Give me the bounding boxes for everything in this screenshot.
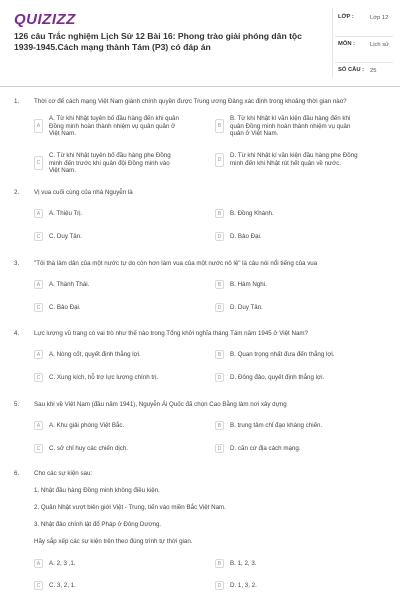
option-b[interactable]: [215, 115, 360, 138]
option-text: B. Quan trọng nhất đưa đến thắng lợi.: [230, 350, 335, 358]
option-c[interactable]: [34, 581, 179, 590]
option-letter: C: [34, 232, 43, 241]
option-letter: D: [215, 232, 224, 241]
question-text: Lực lượng vũ trang có vai trò như thế nào trong Tổng khởi nghĩa tháng Tám năm 1945 ở Việt Nam?: [34, 330, 308, 337]
option-letter: B: [215, 119, 224, 133]
subject-value: Lịch sử: [370, 42, 390, 48]
option-c[interactable]: [34, 232, 179, 241]
option-text: A. Thiệu Trị.: [49, 209, 83, 217]
option-d[interactable]: [215, 152, 360, 167]
option-text: C. Bảo Đại.: [49, 303, 81, 311]
option-a[interactable]: [34, 280, 179, 289]
option-letter: C: [34, 303, 43, 312]
option-letter: C: [34, 444, 43, 453]
question-text: Vị vua cuối cùng của nhà Nguyễn là: [34, 189, 133, 196]
option-letter: D: [215, 581, 224, 590]
option-d[interactable]: [215, 581, 360, 590]
class-value: Lớp 12: [370, 15, 389, 21]
subject-label: MÔN :: [338, 41, 356, 47]
option-text: D. Từ khi Nhật kí văn kiện đầu hàng phe Đồng minh đến khi Nhật rút hết quân về nước.: [230, 152, 358, 167]
event-line: 2. Quân Nhật vượt biên giới Việt - Trung, tiến vào miền Bắc Việt Nam.: [34, 504, 226, 511]
question-number: 5.: [14, 401, 20, 408]
question-text: Sau khi về Việt Nam (đầu năm 1941), Nguyễn Ái Quốc đã chọn Cao Bằng làm nơi xây dựng: [34, 401, 287, 408]
question-number: 6.: [14, 470, 20, 477]
option-text: A. 2, 3 ,1.: [49, 559, 76, 567]
option-text: B. Hàm Nghi.: [230, 280, 267, 288]
option-letter: A: [34, 119, 43, 133]
option-d[interactable]: [215, 232, 360, 241]
option-letter: B: [215, 209, 224, 218]
option-a[interactable]: [34, 209, 179, 218]
option-text: C. sở chỉ huy các chiến dịch.: [49, 444, 129, 452]
option-text: A. Nòng cốt, quyết định thắng lợi.: [49, 350, 141, 358]
document-title: 126 câu Trắc nghiệm Lịch Sử 12 Bài 16: Phong trào giải phóng dân tộc 1939-1945.Cách mạng thành Tám (P3) có đáp án: [14, 31, 302, 52]
option-c[interactable]: [34, 444, 179, 453]
option-letter: D: [215, 444, 224, 453]
option-a[interactable]: [34, 421, 179, 430]
option-letter: A: [34, 350, 43, 359]
meta-divider: [332, 8, 333, 78]
option-text: B. 1, 2, 3.: [230, 559, 257, 567]
option-letter: B: [215, 421, 224, 430]
meta-separator: [335, 62, 393, 63]
option-text: A. Khu giải phóng Việt Bắc.: [49, 421, 125, 429]
option-a[interactable]: [34, 115, 179, 138]
question-text: "Tôi thà làm dân của một nước tự do còn hơn làm vua của một nước nô lệ" là câu nói nổi tiếng của vua: [34, 260, 318, 267]
option-text: B. trung tâm chỉ đạo kháng chiến.: [230, 421, 323, 429]
option-text: B. Đồng Khánh.: [230, 209, 274, 217]
option-c[interactable]: [34, 152, 179, 175]
event-line: 3. Nhật đảo chính lật đổ Pháp ở Đông Dương.: [34, 521, 162, 528]
option-b[interactable]: [215, 559, 360, 568]
option-text: C. Từ khi Nhật tuyên bố đầu hàng phe Đồng minh đến trước khi quân đội Đồng minh vào Việt Nam.: [49, 152, 171, 175]
option-letter: D: [215, 153, 224, 167]
option-letter: C: [34, 156, 43, 170]
class-label: LỚP :: [338, 14, 354, 20]
option-letter: A: [34, 280, 43, 289]
option-c[interactable]: [34, 303, 179, 312]
question-number: 3.: [14, 260, 20, 267]
option-d[interactable]: [215, 444, 360, 453]
meta-separator: [335, 36, 393, 37]
question-text: Cho các sự kiện sau:: [34, 470, 93, 477]
instruction-line: Hãy sắp xếp các sự kiện trên theo đúng trình tự thời gian.: [34, 538, 193, 545]
option-letter: B: [215, 350, 224, 359]
header-divider: [0, 86, 400, 87]
option-text: A. Thành Thái.: [49, 280, 90, 288]
event-line: 1. Nhật đầu hàng Đồng minh không điều kiện.: [34, 487, 160, 494]
question-number: 1.: [14, 98, 20, 105]
option-text: D. Duy Tân.: [230, 303, 263, 311]
option-d[interactable]: [215, 303, 360, 312]
option-text: B. Từ khi Nhật kí văn kiện đầu hàng đến khi quân Đồng minh hoàn thành nhiệm vụ quân quản ở Việt Nam.: [230, 115, 351, 138]
option-letter: D: [215, 373, 224, 382]
option-b[interactable]: [215, 280, 360, 289]
worksheet-header: [0, 0, 400, 86]
question-text: Thời cơ để cách mạng Việt Nam giành chính quyền được Trung ương Đảng xác định trong khoảng thời gian nào?: [34, 98, 347, 105]
option-c[interactable]: [34, 373, 179, 382]
question-number: 2.: [14, 189, 20, 196]
option-a[interactable]: [34, 559, 179, 568]
option-text: D. Bảo Đại.: [230, 232, 262, 240]
option-letter: A: [34, 421, 43, 430]
option-b[interactable]: [215, 421, 360, 430]
option-letter: B: [215, 559, 224, 568]
option-text: C. Duy Tân.: [49, 232, 82, 240]
question-number: 4.: [14, 330, 20, 337]
option-b[interactable]: [215, 209, 360, 218]
option-letter: A: [34, 209, 43, 218]
option-b[interactable]: [215, 350, 360, 359]
option-letter: C: [34, 581, 43, 590]
option-letter: D: [215, 303, 224, 312]
option-text: C. 3, 2, 1.: [49, 581, 76, 589]
count-value: 25: [370, 68, 377, 74]
option-d[interactable]: [215, 373, 360, 382]
option-letter: A: [34, 559, 43, 568]
count-label: SỐ CÂU :: [338, 67, 365, 73]
option-text: C. Xung kích, hỗ trợ lực lượng chính trị.: [49, 373, 159, 381]
option-letter: B: [215, 280, 224, 289]
option-text: A. Từ khi Nhật tuyên bố đầu hàng đến khi quân Đồng minh hoàn thành nhiệm vụ quân quản ở Việt Nam.: [49, 115, 179, 138]
option-text: D. 1, 3, 2.: [230, 581, 257, 589]
option-text: D. Đông đảo, quyết định thắng lợi.: [230, 373, 325, 381]
option-a[interactable]: [34, 350, 179, 359]
option-letter: C: [34, 373, 43, 382]
option-text: D. căn cứ địa cách mạng.: [230, 444, 301, 452]
quizizz-logo: QUIZIZZ: [14, 11, 76, 28]
